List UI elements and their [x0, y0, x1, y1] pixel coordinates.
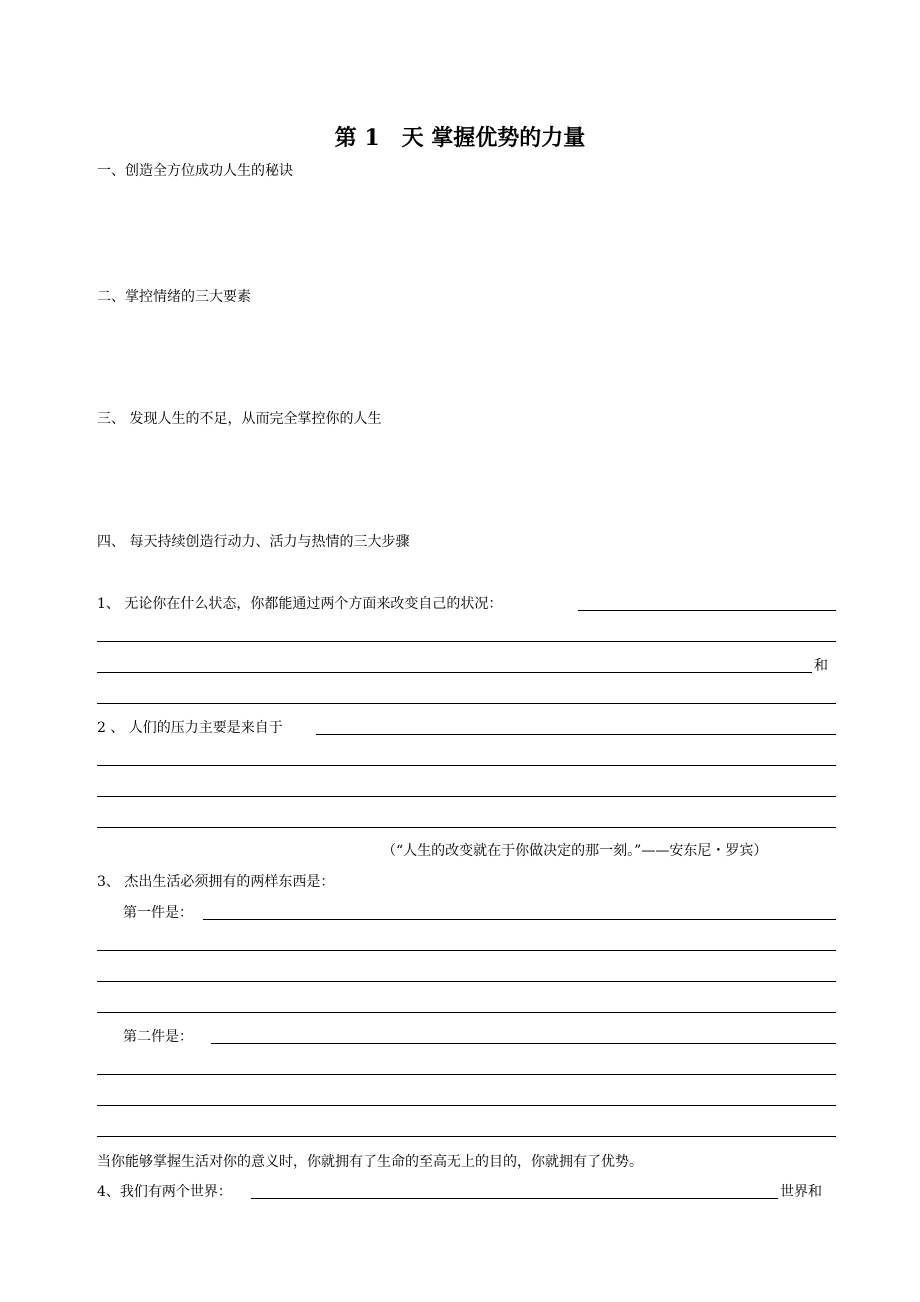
question-4: 4、我们有两个世界： — [97, 1184, 232, 1200]
answer-blank[interactable] — [316, 734, 836, 735]
second-item-label: 第二件是： — [123, 1029, 193, 1045]
answer-blank[interactable] — [251, 1198, 778, 1199]
statement: 当你能够掌握生活对你的意义时，你就拥有了生命的至高无上的目的，你就拥有了优势。 — [97, 1154, 643, 1170]
first-item-label: 第一件是： — [123, 905, 193, 921]
answer-blank[interactable] — [97, 703, 836, 704]
connector-and: 和 — [814, 658, 828, 674]
section-heading-4: 四、 每天持续创造行动力、活力与热情的三大步骤 — [97, 534, 410, 550]
answer-blank[interactable] — [97, 672, 812, 673]
question-3: 3、 杰出生活必须拥有的两样东西是： — [97, 874, 335, 890]
answer-blank[interactable] — [97, 765, 836, 766]
question-4-end: 世界和 — [780, 1184, 822, 1200]
answer-blank[interactable] — [97, 796, 836, 797]
answer-blank[interactable] — [97, 641, 836, 642]
answer-blank[interactable] — [97, 1012, 836, 1013]
question-1: 1、 无论你在什么状态，你都能通过两个方面来改变自己的状况： — [97, 596, 503, 612]
answer-blank[interactable] — [578, 610, 836, 611]
section-heading-2: 二、掌控情绪的三大要素 — [97, 289, 251, 305]
answer-blank[interactable] — [211, 1043, 836, 1044]
answer-blank[interactable] — [203, 919, 836, 920]
quote: （“人生的改变就在于你做决定的那一刻。”——安东尼・罗宾） — [382, 843, 768, 859]
answer-blank[interactable] — [97, 827, 836, 828]
section-heading-3: 三、 发现人生的不足，从而完全掌控你的人生 — [97, 411, 382, 427]
answer-blank[interactable] — [97, 1105, 836, 1106]
answer-blank[interactable] — [97, 1136, 836, 1137]
answer-blank[interactable] — [97, 981, 836, 982]
page-title: 第 1 天 掌握优势的力量 — [334, 125, 586, 151]
question-2: 2 、 人们的压力主要是来自于 — [97, 720, 283, 736]
answer-blank[interactable] — [97, 950, 836, 951]
answer-blank[interactable] — [97, 1074, 836, 1075]
section-heading-1: 一、创造全方位成功人生的秘诀 — [97, 163, 293, 179]
